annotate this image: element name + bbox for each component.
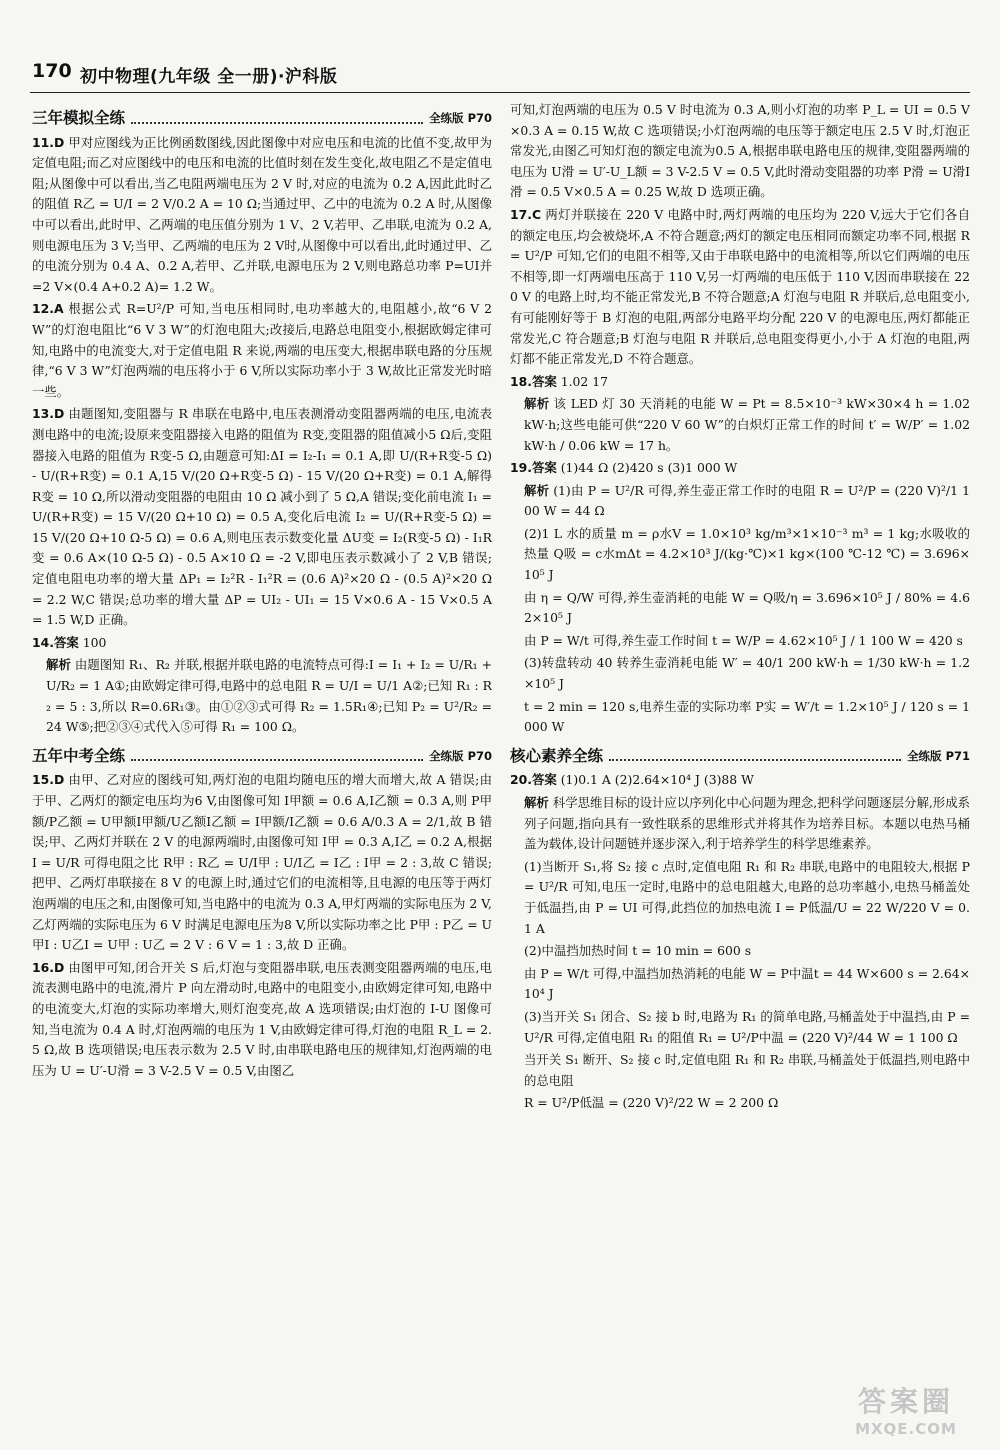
question-number: 12.A	[32, 301, 64, 317]
section-title: 核心素养全练	[510, 746, 604, 765]
question-19-part4: 由 P = W/t 可得,养生壶工作时间 t = W/P = 4.62×10⁵ J / 1 100 W = 420 s	[524, 632, 963, 648]
question-number: 13.D	[32, 406, 65, 422]
question-number: 16.D	[32, 959, 65, 975]
section-ref: 全练版 P71	[907, 748, 970, 763]
section-ref: 全练版 P70	[429, 111, 492, 125]
question-12	[32, 299, 492, 402]
answer-text: (1)0.1 A (2)2.64×10⁴ J (3)88 W	[560, 772, 754, 788]
dotted-leader	[131, 759, 423, 761]
question-20-intro	[510, 793, 970, 855]
explanation-text: 该 LED 灯 30 天消耗的电能 W = Pt = 8.5×10⁻³ kW×30×4 h = 1.02 kW·h;这些电能可供“220 V 60 W”的白炽灯正常工作的时间 t′ = W/P′ = 1.02 kW·h / 0.06 kW = 17 h。	[524, 396, 970, 453]
left-column	[32, 100, 492, 1420]
question-13	[32, 404, 492, 631]
question-20-answer	[510, 770, 970, 791]
question-15	[32, 770, 492, 955]
watermark-url: MXQE.COM	[855, 1420, 957, 1438]
explanation-label: 解析	[524, 396, 550, 412]
question-number: 18.答案	[510, 373, 557, 389]
question-text: 两灯并联接在 220 V 电路中时,两灯两端的电压均为 220 V,远大于它们各自的额定电压,均会被烧坏,A 不符合题意;两灯的额定电压相同而额定功率不同,根据 R = U²/P 可知,它们的电阻不相等,又由于串联电路中的电流相等,所以它们两端的电压不相等,即一灯两端电压高于 110 V,另一灯两端的电压低于 110 V,因而串联接在 220 V 的电路上时,均不能正常发光,B 不符合题意;A 灯泡与电阻 R 并联后,总电阻变小,有可能刚好等于 B 灯泡的电阻,两部分电路平均分配 220 V 的电源电压,两灯都能正常发光,C 符合题意;B 灯泡与电阻 R 并联后,总电阻变得更小,小于 A 灯泡的电阻,两灯都不能正常发光,D 不符合题意。	[510, 206, 970, 367]
question-11	[32, 133, 492, 298]
explanation-text: 科学思维目标的设计应以序列化中心问题为理念,把科学问题逐层分解,形成系列子问题,指向具有一致性联系的思维形式并将其作为培养目标。本题以电热马桶盖为载体,设计问题链并逐步深入,利于培养学生的科学思维素养。	[524, 795, 970, 852]
question-number: 11.D	[32, 134, 65, 150]
question-number: 15.D	[32, 772, 65, 788]
question-19-part3: 由 η = Q/W 可得,养生壶消耗的电能 W = Q吸/η = 3.696×10⁵ J / 80% = 4.62×10⁵ J	[524, 589, 970, 626]
question-16-continued: 可知,灯泡两端的电压为 0.5 V 时电流为 0.3 A,则小灯泡的功率 P_L = UI = 0.5 V×0.3 A = 0.15 W,故 C 选项错误;小灯泡两端的电压等于额定电压 2.5 V 时,灯泡正常发光,由图乙可知灯泡的额定电流为0.5 A,根据串联电路电压的规律,变阻器两端的电压为 U滑 = U′-U_L额 = 3 V-2.5 V = 0.5 V,此时滑动变阻器的功率 P滑 = U滑I滑 = 0.5 V×0.5 A = 0.25 W,故 D 选项正确。	[510, 102, 970, 200]
page-number: 170	[32, 60, 72, 82]
section-header-three-year	[32, 108, 492, 129]
question-19-part5: (3)转盘转动 40 转养生壶消耗电能 W′ = 40/1 200 kW·h = 1/30 kW·h = 1.2×10⁵ J	[524, 655, 970, 692]
question-14-explanation	[32, 655, 492, 737]
question-18-answer	[510, 372, 970, 393]
question-text: 由甲、乙对应的图线可知,两灯泡的电阻均随电压的增大而增大,故 A 错误;由于甲、乙两灯的额定电压均为6 V,由图像可知 I甲额 = 0.6 A,I乙额 = 0.3 A,则 P甲额/P乙额 = U甲额I甲额/U乙额I乙额 = I甲额/I乙额 = 0.6 A/0.3 A = 2/1,故 B 错误;甲、乙两灯并联在 2 V 的电源两端时,由图像可知 I甲 = 0.3 A,I乙 = 0.2 A,根据 I = U/R 可得电阻之比 R甲 : R乙 = U/I甲 : U/I乙 = I乙 : I甲 = 2 : 3,故 C 错误;把甲、乙两灯串联接在 8 V 的电源上时,通过它们的电流相等,且电源的电压等于两灯泡两端的电压之和,由图像可知,当电路中的电流为 0.3 A,甲灯两端的实际电压为 2 V,乙灯两端的实际电压为 6 V 时满足电源电压为8 V,所以实际功率之比 P甲 : P乙 = U甲I : U乙I = U甲 : U乙 = 2 V : 6 V = 1 : 3,故 D 正确。	[32, 772, 492, 953]
question-20-part1: (1)当断开 S₁,将 S₂ 接 c 点时,定值电阻 R₁ 和 R₂ 串联,电路中的电阻较大,根据 P = U²/R 可知,电压一定时,电路中的总电阻越大,电路的总功率越小,电热马桶盖处于低温挡,由 P = UI 可得,此挡位的加热电流 I = P低温/U = 22 W/220 V = 0.1 A	[524, 858, 970, 936]
dotted-leader	[131, 122, 423, 124]
question-text: 根据公式 R=U²/P 可知,当电压相同时,电功率越大的,电阻越小,故“6 V 2 W”的灯泡电阻比“6 V 3 W”的灯泡电阻大;改接后,电路总电阻变小,根据欧姆定律可知,电路中的电流变大,对于定值电阻 R 来说,两端的电压变大,根据串联电路的分压规律,“6 V 3 W”灯泡两端的电压将小于 6 V,所以实际功率小于 3 W,故比正常发光时暗一些。	[32, 301, 492, 399]
explanation-text: 由题图知 R₁、R₂ 并联,根据并联电路的电流特点可得:I = I₁ + I₂ = U/R₁ + U/R₂ = 1 A①;由欧姆定律可得,电路中的总电阻 R = U/I = U/1 A②;已知 R₁ : R₂ = 5 : 3,所以 R=0.6R₁③。由①②③式可得 R₂ = 1.5R₁④;已知 P₂ = U²/R₂ = 24 W⑤;把②③④式代入⑤可得 R₁ = 100 Ω。	[46, 657, 492, 735]
question-number: 20.答案	[510, 772, 557, 788]
question-20-part4: (3)当开关 S₁ 闭合、S₂ 接 b 时,电路为 R₁ 的简单电路,马桶盖处于中温挡,由 P = U²/R 可得,定值电阻 R₁ 的阻值 R₁ = U²/P中温 = (220 V)²/44 W = 1 100 Ω	[524, 1008, 970, 1045]
question-number: 19.答案	[510, 460, 557, 476]
section-header-five-year	[32, 746, 492, 767]
section-title: 五年中考全练	[32, 746, 126, 765]
question-number: 14.答案	[32, 634, 79, 650]
watermark	[826, 1380, 986, 1444]
question-14-answer	[32, 633, 492, 654]
explanation-text: (1)由 P = U²/R 可得,养生壶正常工作时的电阻 R = U²/P = (220 V)²/1 100 W = 44 Ω	[524, 482, 970, 519]
answer-text: (1)44 Ω (2)420 s (3)1 000 W	[560, 460, 738, 476]
answer-text: 1.02 17	[560, 373, 608, 389]
question-text: 由图甲可知,闭合开关 S 后,灯泡与变阻器串联,电压表测变阻器两端的电压,电流表测电路中的电流,滑片 P 向左滑动时,电路中的电阻变小,由欧姆定律可知,电路中的电流变大,灯泡的实际功率增大,则灯泡变亮,故 A 选项错误;由灯泡的 I-U 图像可知,当电流为 0.4 A 时,灯泡两端的电压为 1 V,由欧姆定律可得,灯泡的电阻 R_L = 2.5 Ω,故 B 选项错误;电压表示数为 2.5 V 时,由串联电路电压的规律知,灯泡两端的电压为 U = U′-U滑 = 3 V-2.5 V = 0.5 V,由图乙	[32, 959, 492, 1078]
question-19-part2: (2)1 L 水的质量 m = ρ水V = 1.0×10³ kg/m³×1×10⁻³ m³ = 1 kg;水吸收的热量 Q吸 = c水mΔt = 4.2×10³ J/(kg·℃)×1 kg×(100 ℃-12 ℃) = 3.696×10⁵ J	[524, 525, 970, 583]
page-header	[30, 58, 970, 93]
question-19-part6: t = 2 min = 120 s,电养生壶的实际功率 P实 = W′/t = 1.2×10⁵ J / 120 s = 1 000 W	[524, 698, 970, 735]
question-20-part5: 当开关 S₁ 断开、S₂ 接 c 时,定值电阻 R₁ 和 R₂ 串联,马桶盖处于低温挡,则电路中的总电阻	[524, 1052, 970, 1088]
book-title: 初中物理(九年级 全一册)·沪科版	[80, 67, 338, 87]
question-19-answer	[510, 458, 970, 479]
dotted-leader	[609, 759, 901, 761]
right-column	[510, 100, 970, 1420]
explanation-label: 解析	[524, 795, 549, 810]
watermark-logo: 答案圈	[857, 1385, 954, 1418]
question-20-part2: (2)中温挡加热时间 t = 10 min = 600 s	[524, 943, 752, 959]
section-ref: 全练版 P70	[429, 748, 492, 763]
question-text: 甲对应图线为正比例函数图线,因此图像中对应电压和电流的比值不变,故甲为定值电阻;而乙对应图线中的电压和电流的比值时刻在发生变化,故电阻乙不是定值电阻;从图像中可以看出,当乙电阻两端电压为 2 V 时,对应的电流为 0.2 A,因此此时乙的阻值 R乙 = U/I = 2 V/0.2 A = 10 Ω;当通过甲、乙中的电流为 0.2 A 时,从图像中可以看出,此时甲、乙两端的电压值分别为 1 V、2 V,若甲、乙串联,电流为 0.2 A,则电源电压为 3 V;当甲、乙两端的电压为 2 V时,从图像中可以看出,此时通过甲、乙的电流分别为 0.4 A、0.2 A,若甲、乙并联,电源电压为 2 V,则电路总功率 P=UI并 =2 V×(0.4 A+0.2 A)= 1.2 W。	[32, 134, 492, 294]
question-18-explanation	[510, 394, 970, 456]
section-header-core-literacy	[510, 746, 970, 767]
explanation-label: 解析	[46, 657, 71, 673]
question-20-part6: R = U²/P低温 = (220 V)²/22 W = 2 200 Ω	[524, 1095, 779, 1111]
question-text: 由题图知,变阻器与 R 串联在电路中,电压表测滑动变阻器两端的电压,电流表测电路中的电流;设原来变阻器接入电路的阻值为 R变,变阻器的阻值减小5 Ω后,变阻器接入电路的阻值为 R变-5 Ω,由题意可知:ΔI = I₂-I₁ = 0.1 A,即 U/(R+R变-5 Ω) - U/(R+R变) = 0.1 A,15 V/(20 Ω+R变-5 Ω) - 15 V/(20 Ω+R变) = 0.1 A,解得 R变 = 10 Ω,所以滑动变阻器的电阻由 10 Ω 减小到了 5 Ω,A 错误;变化前电流 I₁ = U/(R+R变) = 15 V/(20 Ω+10 Ω) = 0.5 A,变化后电流 I₂ = U/(R+R变-5 Ω) = 15 V/(20 Ω+10 Ω-5 Ω) = 0.6 A,则电压表示数变化量 ΔU变 = I₂(R变-5 Ω) - I₁R变 = 0.6 A×(10 Ω-5 Ω) - 0.5 A×10 Ω = -2 V,即电压表示数减小了 2 V,B 错误;定值电阻电功率的增大量 ΔP₁ = I₂²R - I₁²R = (0.6 A)²×20 Ω - (0.5 A)²×20 Ω = 2.2 W,C 错误;总功率的增大量 ΔP = UI₂ - UI₁ = 15 V×0.6 A - 15 V×0.5 A = 1.5 W,D 正确。	[32, 406, 492, 628]
question-20-part3: 由 P = W/t 可得,中温挡加热消耗的电能 W = P中温t = 44 W×600 s = 2.64×10⁴ J	[524, 965, 970, 1002]
answer-text: 100	[82, 634, 107, 650]
section-title: 三年模拟全练	[32, 109, 126, 127]
question-number: 17.C	[510, 206, 542, 222]
question-17	[510, 205, 970, 370]
question-19-part1	[510, 481, 970, 522]
question-16	[32, 958, 492, 1082]
explanation-label: 解析	[524, 482, 550, 498]
